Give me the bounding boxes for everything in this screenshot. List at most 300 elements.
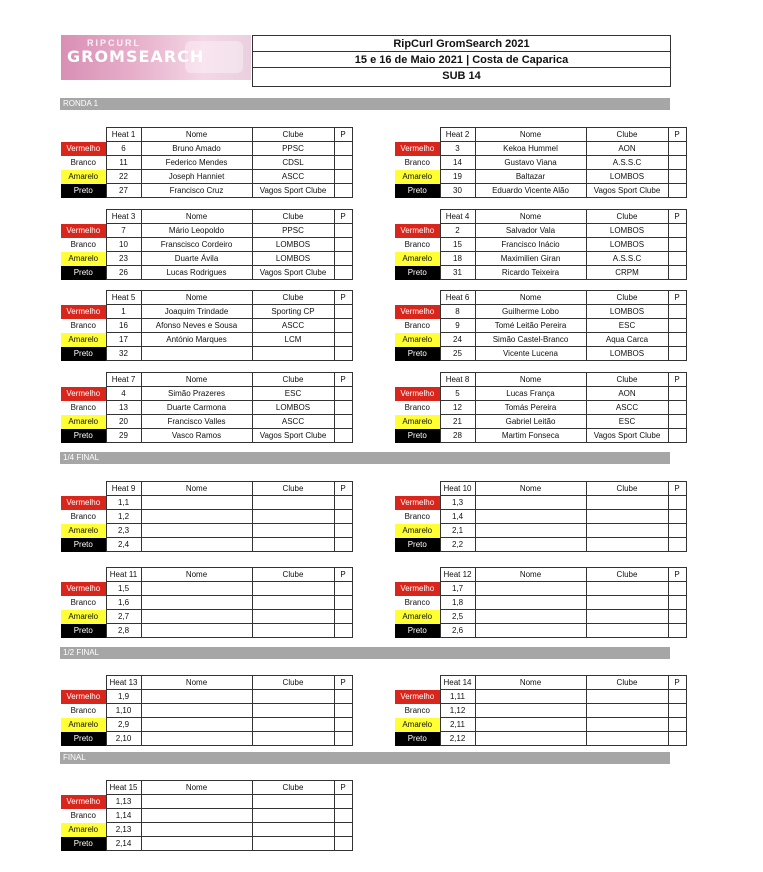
table-row [395,156,686,170]
seed-cell: 27 [106,184,141,198]
club-cell [586,538,668,552]
jersey-color-label: Preto [395,429,440,443]
club-cell [586,510,668,524]
points-cell [668,142,686,156]
table-row [61,333,352,347]
club-cell: Vagos Sport Clube [586,184,668,198]
surfer-name-cell: Lucas França [475,387,586,401]
club-cell: CRPM [586,266,668,280]
table-row [395,184,686,198]
club-cell [586,718,668,732]
header-blank [395,291,440,305]
surfer-name-cell [475,690,586,704]
column-header-p: P [668,676,686,690]
header-blank [61,781,106,795]
column-header-nome: Nome [141,373,252,387]
table-row [395,238,686,252]
column-header-nome: Nome [141,291,252,305]
jersey-color-label: Branco [61,510,106,524]
column-header-nome: Nome [475,210,586,224]
seed-cell: 2,9 [106,718,141,732]
page-title: RipCurl GromSearch 2021 [253,36,670,52]
points-cell [668,387,686,401]
table-row [395,624,686,638]
seed-cell: 3 [440,142,475,156]
club-cell: Sporting CP [252,305,334,319]
column-header-nome: Nome [475,482,586,496]
points-cell [668,596,686,610]
points-cell [668,319,686,333]
heat-table [395,127,687,198]
surfer-name-cell: Vicente Lucena [475,347,586,361]
points-cell [668,704,686,718]
surfer-name-cell: Eduardo Vicente Alão [475,184,586,198]
seed-cell: 22 [106,170,141,184]
points-cell [334,319,352,333]
column-header-clube: Clube [252,291,334,305]
jersey-color-label: Preto [61,347,106,361]
column-header-p: P [334,676,352,690]
jersey-color-label: Preto [395,266,440,280]
club-cell: LCM [252,333,334,347]
points-cell [334,170,352,184]
jersey-color-label: Branco [61,238,106,252]
points-cell [668,624,686,638]
club-cell [252,610,334,624]
gromsearch-logo [61,35,251,80]
points-cell [668,401,686,415]
points-cell [668,333,686,347]
heat-header-row [61,676,352,690]
surfer-name-cell: Baltazar [475,170,586,184]
surfer-name-cell: Franscisco Cordeiro [141,238,252,252]
jersey-color-label: Vermelho [61,496,106,510]
points-cell [668,582,686,596]
seed-cell: 15 [440,238,475,252]
points-cell [334,795,352,809]
surfer-name-cell: Salvador Vala [475,224,586,238]
points-cell [668,347,686,361]
heat-header-row [395,482,686,496]
surfer-name-cell [141,496,252,510]
column-header-clube: Clube [586,291,668,305]
title-box [252,35,671,87]
seed-cell: 16 [106,319,141,333]
table-row [395,319,686,333]
points-cell [334,142,352,156]
club-cell [252,538,334,552]
table-row [395,510,686,524]
column-header-nome: Nome [141,482,252,496]
jersey-color-label: Vermelho [61,142,106,156]
heat-name: Heat 4 [440,210,475,224]
heat-header-row [395,676,686,690]
club-cell [586,704,668,718]
column-header-nome: Nome [475,373,586,387]
points-cell [334,610,352,624]
points-cell [334,837,352,851]
club-cell: LOMBOS [252,252,334,266]
heat-table [395,675,687,746]
club-cell: LOMBOS [586,347,668,361]
column-header-nome: Nome [475,676,586,690]
header-blank [395,482,440,496]
points-cell [668,224,686,238]
jersey-color-label: Preto [61,266,106,280]
surfer-name-cell: Mário Leopoldo [141,224,252,238]
column-header-clube: Clube [252,210,334,224]
table-row [395,333,686,347]
table-row [61,347,352,361]
table-row [395,142,686,156]
seed-cell: 12 [440,401,475,415]
club-cell [252,690,334,704]
points-cell [668,510,686,524]
jersey-color-label: Amarelo [61,718,106,732]
surfer-name-cell: Francisco Inácio [475,238,586,252]
column-header-p: P [668,128,686,142]
club-cell: AON [586,142,668,156]
surfer-name-cell: Afonso Neves e Sousa [141,319,252,333]
surfer-name-cell: Ricardo Teixeira [475,266,586,280]
table-row [395,496,686,510]
points-cell [334,387,352,401]
column-header-clube: Clube [586,482,668,496]
club-cell: ASCC [586,401,668,415]
jersey-color-label: Vermelho [395,224,440,238]
table-row [395,429,686,443]
jersey-color-label: Branco [61,156,106,170]
seed-cell: 2,2 [440,538,475,552]
club-cell [252,510,334,524]
header [61,35,670,86]
jersey-color-label: Vermelho [395,690,440,704]
surfer-name-cell [141,538,252,552]
seed-cell: 1,10 [106,704,141,718]
table-row [61,496,352,510]
surfer-name-cell: Gustavo Viana [475,156,586,170]
jersey-color-label: Preto [395,538,440,552]
table-row [61,401,352,415]
club-cell: LOMBOS [586,224,668,238]
club-cell: ESC [586,415,668,429]
jersey-color-label: Vermelho [61,582,106,596]
seed-cell: 23 [106,252,141,266]
header-blank [61,373,106,387]
heat-table [395,372,687,443]
surfer-name-cell [475,610,586,624]
seed-cell: 2,14 [106,837,141,851]
column-header-nome: Nome [141,781,252,795]
heat-table [61,675,353,746]
seed-cell: 1,3 [440,496,475,510]
seed-cell: 10 [106,238,141,252]
heat-table [61,127,353,198]
column-header-nome: Nome [475,291,586,305]
heat-name: Heat 2 [440,128,475,142]
surfer-name-cell: António Marques [141,333,252,347]
heat-header-row [61,568,352,582]
table-row [61,252,352,266]
jersey-color-label: Amarelo [395,333,440,347]
column-header-clube: Clube [252,373,334,387]
seed-cell: 25 [440,347,475,361]
round-band: 1/4 FINAL [60,452,670,464]
surfer-name-cell [141,510,252,524]
jersey-color-label: Vermelho [395,305,440,319]
club-cell [252,582,334,596]
surfer-name-cell: Tomé Leitão Pereira [475,319,586,333]
seed-cell: 2,7 [106,610,141,624]
jersey-color-label: Amarelo [395,252,440,266]
surfer-name-cell: Joseph Hanniet [141,170,252,184]
column-header-p: P [334,781,352,795]
club-cell: LOMBOS [586,170,668,184]
points-cell [334,823,352,837]
heat-header-row [395,291,686,305]
points-cell [668,170,686,184]
club-cell: ASCC [252,170,334,184]
logo-top-text: RIPCURL [87,38,141,48]
heat-table [395,209,687,280]
heat-name: Heat 3 [106,210,141,224]
seed-cell: 18 [440,252,475,266]
jersey-color-label: Branco [61,704,106,718]
surfer-name-cell: Lucas Rodrigues [141,266,252,280]
jersey-color-label: Preto [61,184,106,198]
table-row [61,156,352,170]
header-blank [395,568,440,582]
jersey-color-label: Branco [61,319,106,333]
table-row [395,347,686,361]
surfer-name-cell: Maximilien Giran [475,252,586,266]
table-row [395,305,686,319]
header-blank [395,210,440,224]
jersey-color-label: Amarelo [61,333,106,347]
points-cell [668,429,686,443]
table-row [61,596,352,610]
heat-header-row [61,781,352,795]
table-row [61,170,352,184]
column-header-p: P [334,210,352,224]
seed-cell: 24 [440,333,475,347]
heat-name: Heat 6 [440,291,475,305]
table-row [395,582,686,596]
seed-cell: 13 [106,401,141,415]
jersey-color-label: Amarelo [395,718,440,732]
seed-cell: 2,10 [106,732,141,746]
jersey-color-label: Branco [395,596,440,610]
club-cell: ESC [252,387,334,401]
points-cell [334,252,352,266]
jersey-color-label: Amarelo [61,524,106,538]
heat-name: Heat 10 [440,482,475,496]
heat-header-row [61,373,352,387]
points-cell [668,415,686,429]
jersey-color-label: Preto [395,347,440,361]
surfer-name-cell [475,718,586,732]
table-row [61,142,352,156]
points-cell [334,809,352,823]
header-blank [61,291,106,305]
round-band: RONDA 1 [60,98,670,110]
seed-cell: 26 [106,266,141,280]
table-row [61,319,352,333]
seed-cell: 20 [106,415,141,429]
points-cell [668,496,686,510]
jersey-color-label: Amarelo [395,170,440,184]
surfer-name-cell [475,582,586,596]
table-row [61,582,352,596]
table-row [395,170,686,184]
jersey-color-label: Amarelo [395,524,440,538]
seed-cell: 5 [440,387,475,401]
heat-table [61,372,353,443]
jersey-color-label: Branco [61,596,106,610]
table-row [395,387,686,401]
surfer-name-cell [475,704,586,718]
surfer-name-cell [475,732,586,746]
heat-table [61,209,353,280]
seed-cell: 17 [106,333,141,347]
jersey-color-label: Vermelho [61,387,106,401]
table-row [61,704,352,718]
heat-header-row [61,482,352,496]
column-header-p: P [334,568,352,582]
heat-name: Heat 8 [440,373,475,387]
seed-cell: 2,4 [106,538,141,552]
club-cell [252,732,334,746]
club-cell [252,524,334,538]
points-cell [668,238,686,252]
column-header-p: P [668,291,686,305]
club-cell [252,704,334,718]
column-header-nome: Nome [141,210,252,224]
jersey-color-label: Amarelo [395,610,440,624]
points-cell [334,704,352,718]
club-cell [252,596,334,610]
club-cell: LOMBOS [586,305,668,319]
column-header-clube: Clube [586,568,668,582]
heat-name: Heat 12 [440,568,475,582]
points-cell [668,610,686,624]
seed-cell: 9 [440,319,475,333]
club-cell [586,610,668,624]
column-header-clube: Clube [586,128,668,142]
surfer-name-cell [475,596,586,610]
club-cell: A.S.S.C [586,156,668,170]
points-cell [668,184,686,198]
column-header-nome: Nome [475,568,586,582]
heat-header-row [61,291,352,305]
heat-header-row [395,128,686,142]
column-header-clube: Clube [252,482,334,496]
surfer-name-cell [141,809,252,823]
jersey-color-label: Preto [61,429,106,443]
heat-header-row [395,568,686,582]
table-row [61,732,352,746]
club-cell [252,347,334,361]
surfer-name-cell [141,690,252,704]
seed-cell: 1,13 [106,795,141,809]
column-header-nome: Nome [141,676,252,690]
points-cell [334,401,352,415]
club-cell [586,582,668,596]
seed-cell: 2,5 [440,610,475,624]
points-cell [668,732,686,746]
seed-cell: 11 [106,156,141,170]
column-header-p: P [334,373,352,387]
surfer-name-cell [141,596,252,610]
seed-cell: 2,1 [440,524,475,538]
seed-cell: 29 [106,429,141,443]
seed-cell: 1,12 [440,704,475,718]
column-header-p: P [668,482,686,496]
club-cell [586,690,668,704]
table-row [61,429,352,443]
points-cell [334,510,352,524]
surfer-name-cell [141,718,252,732]
seed-cell: 2,6 [440,624,475,638]
table-row [61,837,352,851]
jersey-color-label: Amarelo [61,170,106,184]
points-cell [668,690,686,704]
points-cell [334,347,352,361]
club-cell [586,524,668,538]
jersey-color-label: Branco [395,510,440,524]
column-header-nome: Nome [141,128,252,142]
category-label: SUB 14 [442,70,481,82]
club-cell: Vagos Sport Clube [586,429,668,443]
page-subtitle: 15 e 16 de Maio 2021 | Costa de Caparica [253,52,670,68]
club-cell: CDSL [252,156,334,170]
jersey-color-label: Vermelho [395,582,440,596]
table-row [61,718,352,732]
table-row [395,690,686,704]
surfer-name-cell: Guilherme Lobo [475,305,586,319]
club-cell: A.S.S.C [586,252,668,266]
heat-header-row [61,210,352,224]
surfer-name-cell [475,496,586,510]
seed-cell: 14 [440,156,475,170]
surfer-name-cell [475,524,586,538]
surfer-name-cell [141,610,252,624]
table-row [395,538,686,552]
jersey-color-label: Branco [395,319,440,333]
surfer-name-cell [141,732,252,746]
club-cell: AON [586,387,668,401]
seed-cell: 2,3 [106,524,141,538]
table-row [395,732,686,746]
points-cell [334,305,352,319]
surfer-name-cell: Francisco Cruz [141,184,252,198]
points-cell [334,718,352,732]
club-cell: Vagos Sport Clube [252,184,334,198]
surfer-name-cell [475,538,586,552]
surfer-name-cell: Duarte Carmona [141,401,252,415]
surfer-name-cell: Kekoa Hummel [475,142,586,156]
seed-cell: 32 [106,347,141,361]
table-row [61,184,352,198]
header-blank [61,128,106,142]
heat-name: Heat 11 [106,568,141,582]
seed-cell: 7 [106,224,141,238]
seed-cell: 1,7 [440,582,475,596]
jersey-color-label: Branco [395,704,440,718]
points-cell [668,156,686,170]
points-cell [334,596,352,610]
jersey-color-label: Preto [395,732,440,746]
